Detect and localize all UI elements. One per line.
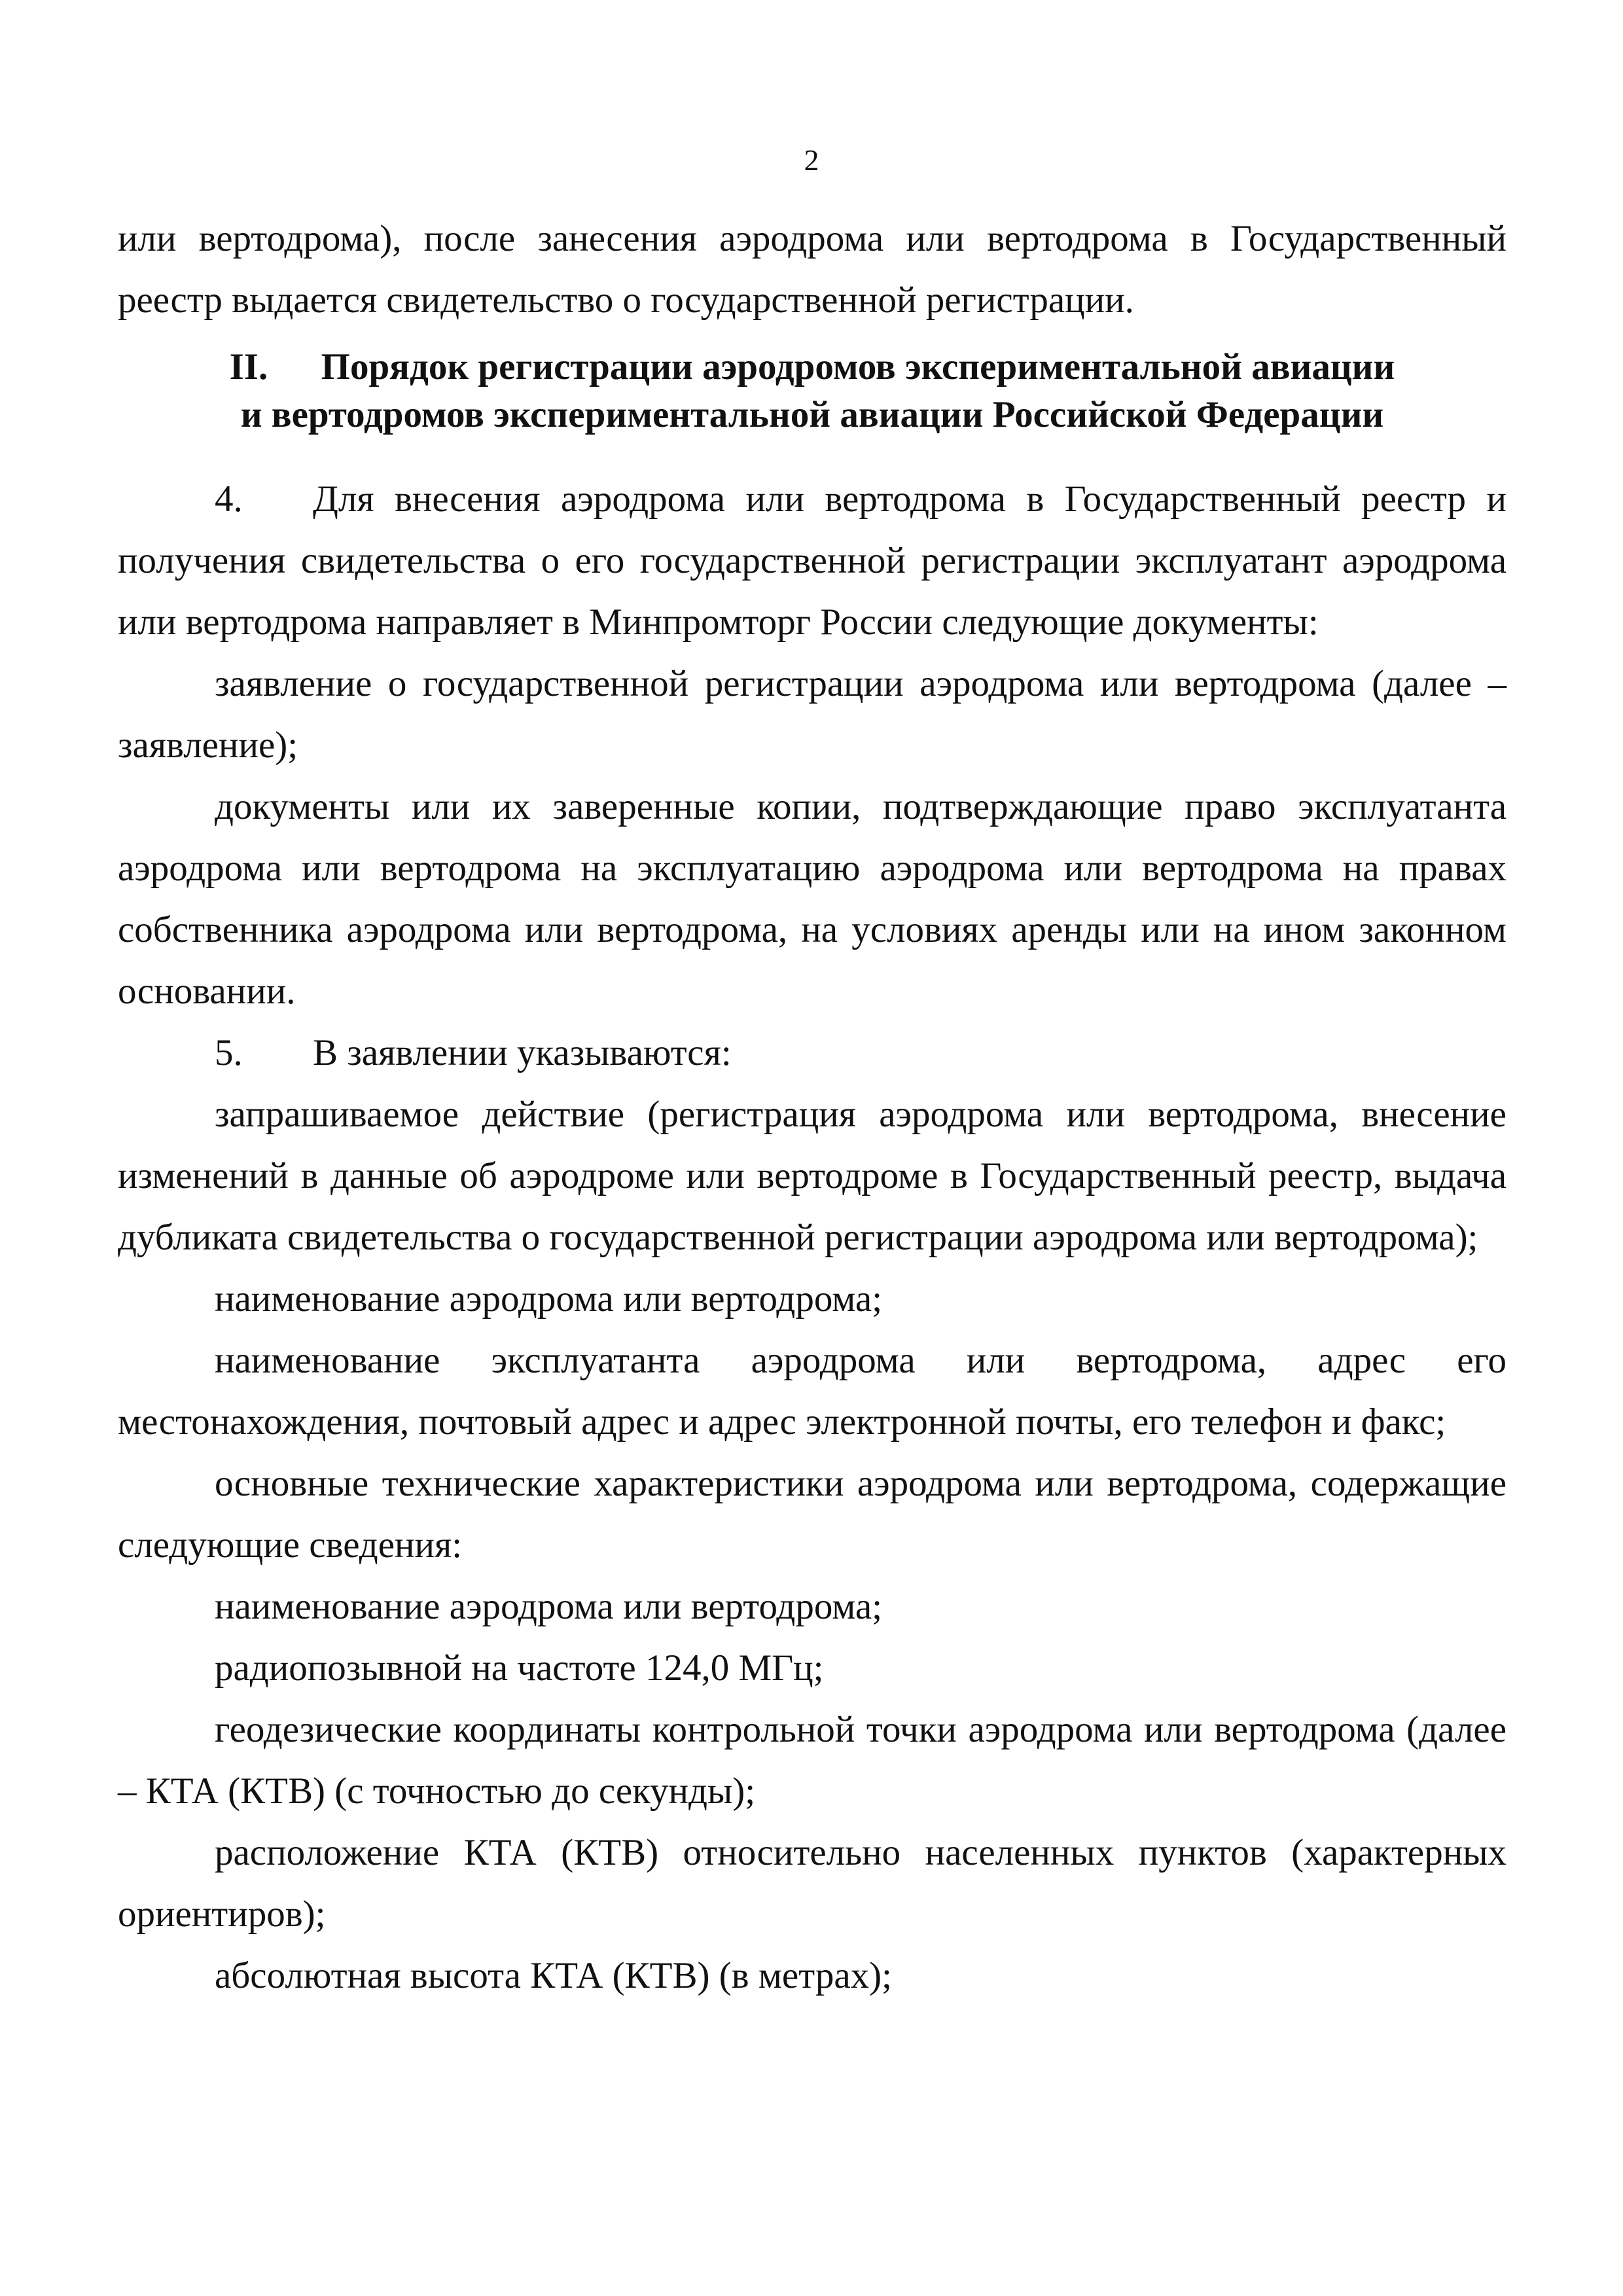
page-number: 2 (804, 143, 819, 177)
section-title-line-1: Порядок регистрации аэродромов экспериментальной авиации (321, 346, 1395, 387)
item-5-list-item: наименование аэродрома или вертодрома; (215, 1278, 883, 1319)
section-heading (118, 343, 1507, 439)
item-5-list-item: расположение КТА (КТВ) относительно населенных пунктов (характерных ориентиров); (118, 1832, 1507, 1935)
item-5-number: 5. (215, 1032, 243, 1073)
item-4-list-item: документы или их заверенные копии, подтверждающие право эксплуатанта аэродрома или вертодрома на эксплуатацию аэродрома или вертодрома на правах собственника аэродрома или вертодрома, на условиях аренды или на ином законном основании. (118, 786, 1507, 1012)
item-5-list-item: запрашиваемое действие (регистрация аэродрома или вертодрома, внесение изменений в данные об аэродроме или вертодроме в Государственный реестр, выдача дубликата свидетельства о государственной регистрации аэродрома или вертодрома); (118, 1094, 1507, 1258)
section-title-line-2: и вертодромов экспериментальной авиации Российской Федерации (240, 394, 1384, 435)
item-5-list-item: наименование аэродрома или вертодрома; (215, 1586, 883, 1627)
item-5-list-item: радиопозывной на частоте 124,0 МГц; (215, 1647, 824, 1689)
item-4-number: 4. (215, 478, 243, 520)
item-4-list-item: заявление о государственной регистрации аэродрома или вертодрома (далее – заявление); (118, 663, 1507, 766)
item-5-list-item: геодезические координаты контрольной точки аэродрома или вертодрома (далее – КТА (КТВ) (с точностью до секунды); (118, 1709, 1507, 1812)
item-5-text: В заявлении указываются: (313, 1032, 732, 1073)
document-body (118, 208, 1507, 2007)
item-5-list-item: наименование эксплуатанта аэродрома или вертодрома, адрес его местонахождения, почтовый адрес и адрес электронной почты, его телефон и факс; (118, 1340, 1507, 1443)
section-heading-line-1 (118, 343, 1507, 391)
item-4-text: Для внесения аэродрома или вертодрома в Государственный реестр и получения свидетельства о его государственной регистрации эксплуатант аэродрома или вертодрома направляет в Минпромторг России следующие документы: (118, 478, 1507, 643)
item-5-paragraph (118, 1022, 1507, 1084)
section-number: II. (229, 346, 268, 387)
item-4-paragraph (118, 469, 1507, 653)
item-5-list-item: основные технические характеристики аэродрома или вертодрома, содержащие следующие сведения: (118, 1463, 1507, 1566)
continuation-paragraph: или вертодрома), после занесения аэродрома или вертодрома в Государственный реестр выдается свидетельство о государственной регистрации. (118, 218, 1507, 321)
item-5-list-item: абсолютная высота КТА (КТВ) (в метрах); (215, 1955, 892, 1996)
